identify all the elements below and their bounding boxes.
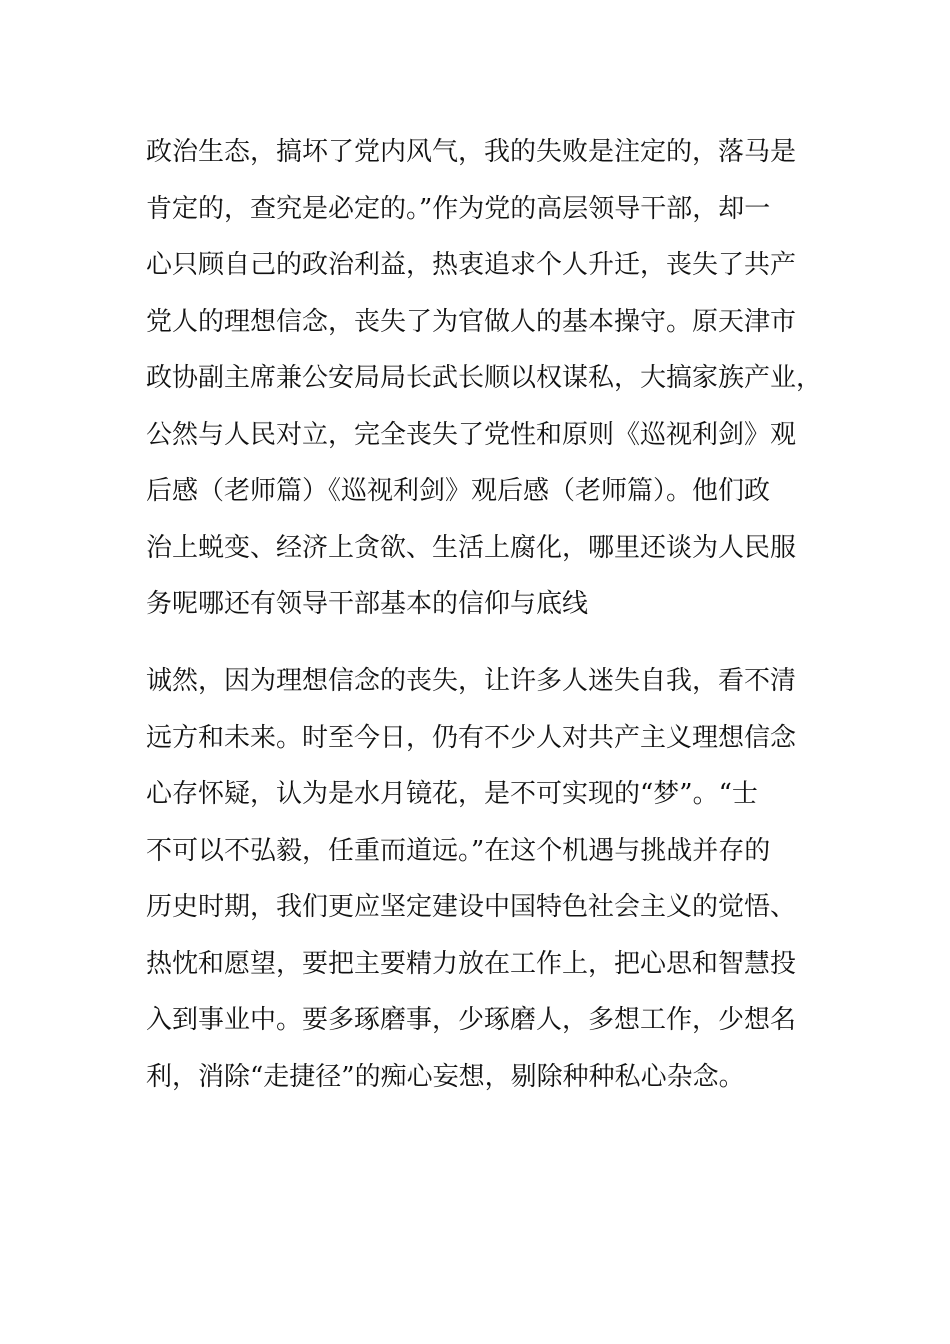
paragraph-line: 政治生态，搞坏了党内风气，我的失败是注定的，落马是 [146,137,797,167]
paragraph-line: 后感（老师篇）《巡视利剑》观后感（老师篇）。他们政 [146,476,771,506]
paragraph-line: 心存怀疑，认为是水月镜花，是不可实现的“梦”。“士 [146,779,758,809]
paragraph-line: 热忱和愿望，要把主要精力放在工作上，把心思和智慧投 [146,948,797,979]
paragraph-2 [146,653,806,1105]
paragraph-line: 不可以不弘毅，任重而道远。”在这个机遇与挑战并存的 [146,835,771,866]
paragraph-line: 公然与人民对立，完全丧失了党性和原则《巡视利剑》观 [146,419,797,450]
paragraph-line: 远方和未来。时至今日，仍有不少人对共产主义理想信念 [146,722,797,753]
paragraph-line: 入到事业中。要多琢磨事，少琢磨人，多想工作，少想名 [146,1005,797,1035]
paragraph-line: 历史时期，我们更应坚定建设中国特色社会主义的觉悟、 [146,892,797,922]
paragraph-line: 治上蜕变、经济上贪欲、生活上腐化，哪里还谈为人民服 [146,532,797,563]
paragraph-line: 诚然，因为理想信念的丧失，让许多人迷失自我，看不清 [146,666,797,696]
paragraph-line: 利，消除“走捷径”的痴心妄想，剔除种种私心杂念。 [146,1061,745,1092]
paragraph-line: 肯定的，查究是必定的。”作为党的高层领导干部，却一 [146,193,771,224]
paragraph-line: 政协副主席兼公安局局长武长顺以权谋私，大搞家族产业， [146,363,823,393]
paragraph-line: 务呢哪还有领导干部基本的信仰与底线 [146,589,589,619]
paragraph-line: 党人的理想信念，丧失了为官做人的基本操守。原天津市 [146,306,797,337]
paragraph-line: 心只顾自己的政治利益，热衷追求个人升迁，丧失了共产 [146,250,797,280]
paragraph-1 [146,124,823,633]
